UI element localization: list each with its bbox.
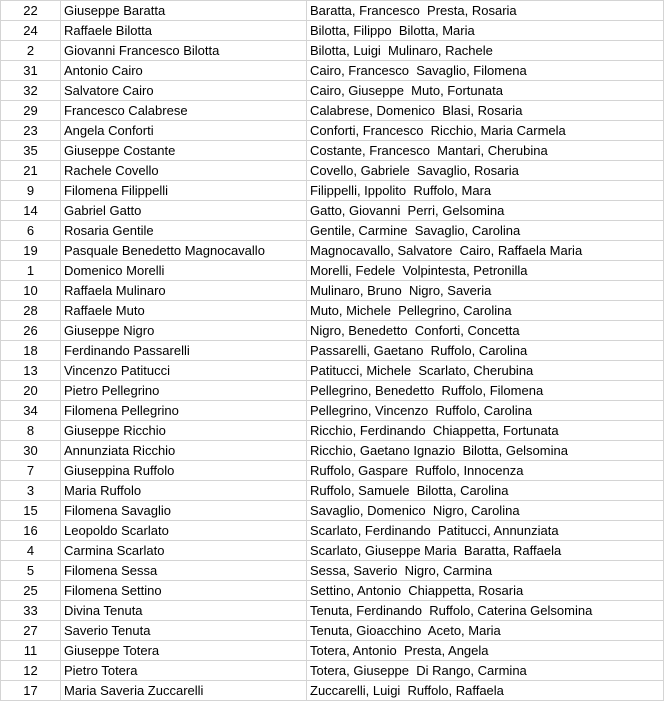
person-name-cell[interactable]: Divina Tenuta [61, 601, 307, 621]
person-name-cell[interactable]: Rosaria Gentile [61, 221, 307, 241]
table-row [1, 341, 664, 361]
parents-cell[interactable]: Tenuta, Ferdinando Ruffolo, Caterina Gelsomina [307, 601, 664, 621]
row-number-cell[interactable]: 4 [1, 541, 61, 561]
table-row [1, 241, 664, 261]
table-row [1, 421, 664, 441]
table-row [1, 521, 664, 541]
parents-cell[interactable]: Morelli, Fedele Volpintesta, Petronilla [307, 261, 664, 281]
table-row [1, 681, 664, 701]
row-number-cell[interactable]: 20 [1, 381, 61, 401]
row-number-cell[interactable]: 32 [1, 81, 61, 101]
parents-cell[interactable]: Calabrese, Domenico Blasi, Rosaria [307, 101, 664, 121]
parents-cell[interactable]: Ricchio, Ferdinando Chiappetta, Fortunata [307, 421, 664, 441]
person-name-cell[interactable]: Leopoldo Scarlato [61, 521, 307, 541]
row-number-cell[interactable]: 27 [1, 621, 61, 641]
table-row [1, 401, 664, 421]
parents-cell[interactable]: Totera, Antonio Presta, Angela [307, 641, 664, 661]
person-name-cell[interactable]: Ferdinando Passarelli [61, 341, 307, 361]
table-row [1, 461, 664, 481]
table-row [1, 561, 664, 581]
person-name-cell[interactable]: Annunziata Ricchio [61, 441, 307, 461]
person-name-cell[interactable]: Saverio Tenuta [61, 621, 307, 641]
person-name-cell[interactable]: Filomena Sessa [61, 561, 307, 581]
parents-cell[interactable]: Ruffolo, Samuele Bilotta, Carolina [307, 481, 664, 501]
row-number-cell[interactable]: 10 [1, 281, 61, 301]
table-row [1, 1, 664, 21]
person-name-cell[interactable]: Carmina Scarlato [61, 541, 307, 561]
person-name-cell[interactable]: Pietro Totera [61, 661, 307, 681]
table-row [1, 481, 664, 501]
table-body [1, 1, 664, 701]
table-row [1, 621, 664, 641]
person-name-cell[interactable]: Filomena Settino [61, 581, 307, 601]
table-row [1, 641, 664, 661]
person-name-cell[interactable]: Pasquale Benedetto Magnocavallo [61, 241, 307, 261]
row-number-cell[interactable]: 25 [1, 581, 61, 601]
table-row [1, 661, 664, 681]
table-row [1, 221, 664, 241]
person-name-cell[interactable]: Raffaele Muto [61, 301, 307, 321]
row-number-cell[interactable]: 23 [1, 121, 61, 141]
table-row [1, 441, 664, 461]
person-name-cell[interactable]: Giuseppe Costante [61, 141, 307, 161]
person-name-cell[interactable]: Raffaela Mulinaro [61, 281, 307, 301]
row-number-cell[interactable]: 35 [1, 141, 61, 161]
table-row [1, 41, 664, 61]
table-row [1, 121, 664, 141]
parents-cell[interactable]: Filippelli, Ippolito Ruffolo, Mara [307, 181, 664, 201]
parents-cell[interactable]: Ricchio, Gaetano Ignazio Bilotta, Gelsomina [307, 441, 664, 461]
row-number-cell[interactable]: 9 [1, 181, 61, 201]
person-name-cell[interactable]: Raffaele Bilotta [61, 21, 307, 41]
row-number-cell[interactable]: 21 [1, 161, 61, 181]
row-number-cell[interactable]: 30 [1, 441, 61, 461]
parents-cell[interactable]: Covello, Gabriele Savaglio, Rosaria [307, 161, 664, 181]
person-name-cell[interactable]: Giovanni Francesco Bilotta [61, 41, 307, 61]
row-number-cell[interactable]: 17 [1, 681, 61, 701]
parents-cell[interactable]: Magnocavallo, Salvatore Cairo, Raffaela Maria [307, 241, 664, 261]
person-name-cell[interactable]: Filomena Pellegrino [61, 401, 307, 421]
table-row [1, 81, 664, 101]
person-name-cell[interactable]: Giuseppe Ricchio [61, 421, 307, 441]
row-number-cell[interactable]: 26 [1, 321, 61, 341]
parents-cell[interactable]: Gatto, Giovanni Perri, Gelsomina [307, 201, 664, 221]
table-row [1, 21, 664, 41]
table-row [1, 161, 664, 181]
parents-cell[interactable]: Savaglio, Domenico Nigro, Carolina [307, 501, 664, 521]
row-number-cell[interactable]: 7 [1, 461, 61, 481]
parents-cell[interactable]: Patitucci, Michele Scarlato, Cherubina [307, 361, 664, 381]
parents-cell[interactable]: Scarlato, Giuseppe Maria Baratta, Raffaela [307, 541, 664, 561]
person-name-cell[interactable]: Angela Conforti [61, 121, 307, 141]
table-row [1, 281, 664, 301]
row-number-cell[interactable]: 3 [1, 481, 61, 501]
row-number-cell[interactable]: 13 [1, 361, 61, 381]
person-name-cell[interactable]: Rachele Covello [61, 161, 307, 181]
parents-cell[interactable]: Bilotta, Luigi Mulinaro, Rachele [307, 41, 664, 61]
person-name-cell[interactable]: Maria Ruffolo [61, 481, 307, 501]
parents-cell[interactable]: Baratta, Francesco Presta, Rosaria [307, 1, 664, 21]
parents-cell[interactable]: Sessa, Saverio Nigro, Carmina [307, 561, 664, 581]
parents-cell[interactable]: Settino, Antonio Chiappetta, Rosaria [307, 581, 664, 601]
parents-cell[interactable]: Gentile, Carmine Savaglio, Carolina [307, 221, 664, 241]
table-row [1, 141, 664, 161]
parents-cell[interactable]: Passarelli, Gaetano Ruffolo, Carolina [307, 341, 664, 361]
parents-cell[interactable]: Tenuta, Gioacchino Aceto, Maria [307, 621, 664, 641]
parents-cell[interactable]: Conforti, Francesco Ricchio, Maria Carmela [307, 121, 664, 141]
person-name-cell[interactable]: Antonio Cairo [61, 61, 307, 81]
person-name-cell[interactable]: Pietro Pellegrino [61, 381, 307, 401]
row-number-cell[interactable]: 28 [1, 301, 61, 321]
row-number-cell[interactable]: 15 [1, 501, 61, 521]
table-row [1, 261, 664, 281]
parents-cell[interactable]: Muto, Michele Pellegrino, Carolina [307, 301, 664, 321]
row-number-cell[interactable]: 22 [1, 1, 61, 21]
parents-cell[interactable]: Cairo, Giuseppe Muto, Fortunata [307, 81, 664, 101]
row-number-cell[interactable]: 5 [1, 561, 61, 581]
table-row [1, 381, 664, 401]
row-number-cell[interactable]: 6 [1, 221, 61, 241]
row-number-cell[interactable]: 14 [1, 201, 61, 221]
table-row [1, 601, 664, 621]
row-number-cell[interactable]: 12 [1, 661, 61, 681]
table-row [1, 301, 664, 321]
row-number-cell[interactable]: 11 [1, 641, 61, 661]
row-number-cell[interactable]: 31 [1, 61, 61, 81]
person-name-cell[interactable]: Giuseppe Nigro [61, 321, 307, 341]
parents-cell[interactable]: Bilotta, Filippo Bilotta, Maria [307, 21, 664, 41]
table-row [1, 581, 664, 601]
person-name-cell[interactable]: Giuseppe Totera [61, 641, 307, 661]
person-name-cell[interactable]: Filomena Savaglio [61, 501, 307, 521]
person-name-cell[interactable]: Filomena Filippelli [61, 181, 307, 201]
parents-cell[interactable]: Costante, Francesco Mantari, Cherubina [307, 141, 664, 161]
row-number-cell[interactable]: 1 [1, 261, 61, 281]
parents-cell[interactable]: Totera, Giuseppe Di Rango, Carmina [307, 661, 664, 681]
row-number-cell[interactable]: 16 [1, 521, 61, 541]
row-number-cell[interactable]: 29 [1, 101, 61, 121]
table-row [1, 61, 664, 81]
person-name-cell[interactable]: Gabriel Gatto [61, 201, 307, 221]
parents-cell[interactable]: Ruffolo, Gaspare Ruffolo, Innocenza [307, 461, 664, 481]
row-number-cell[interactable]: 18 [1, 341, 61, 361]
row-number-cell[interactable]: 2 [1, 41, 61, 61]
person-name-cell[interactable]: Vincenzo Patitucci [61, 361, 307, 381]
row-number-cell[interactable]: 19 [1, 241, 61, 261]
table-row [1, 541, 664, 561]
table-row [1, 361, 664, 381]
row-number-cell[interactable]: 8 [1, 421, 61, 441]
parents-cell[interactable]: Nigro, Benedetto Conforti, Concetta [307, 321, 664, 341]
person-name-cell[interactable]: Francesco Calabrese [61, 101, 307, 121]
table-row [1, 321, 664, 341]
table-row [1, 101, 664, 121]
parents-cell[interactable]: Cairo, Francesco Savaglio, Filomena [307, 61, 664, 81]
person-name-cell[interactable]: Giuseppina Ruffolo [61, 461, 307, 481]
parents-cell[interactable]: Scarlato, Ferdinando Patitucci, Annunziata [307, 521, 664, 541]
row-number-cell[interactable]: 33 [1, 601, 61, 621]
person-name-cell[interactable]: Maria Saveria Zuccarelli [61, 681, 307, 701]
parents-cell[interactable]: Zuccarelli, Luigi Ruffolo, Raffaela [307, 681, 664, 701]
person-name-cell[interactable]: Salvatore Cairo [61, 81, 307, 101]
parents-cell[interactable]: Pellegrino, Vincenzo Ruffolo, Carolina [307, 401, 664, 421]
row-number-cell[interactable]: 34 [1, 401, 61, 421]
person-name-cell[interactable]: Domenico Morelli [61, 261, 307, 281]
parents-cell[interactable]: Mulinaro, Bruno Nigro, Saveria [307, 281, 664, 301]
row-number-cell[interactable]: 24 [1, 21, 61, 41]
person-name-cell[interactable]: Giuseppe Baratta [61, 1, 307, 21]
table-row [1, 181, 664, 201]
table-row [1, 201, 664, 221]
table-row [1, 501, 664, 521]
parents-cell[interactable]: Pellegrino, Benedetto Ruffolo, Filomena [307, 381, 664, 401]
